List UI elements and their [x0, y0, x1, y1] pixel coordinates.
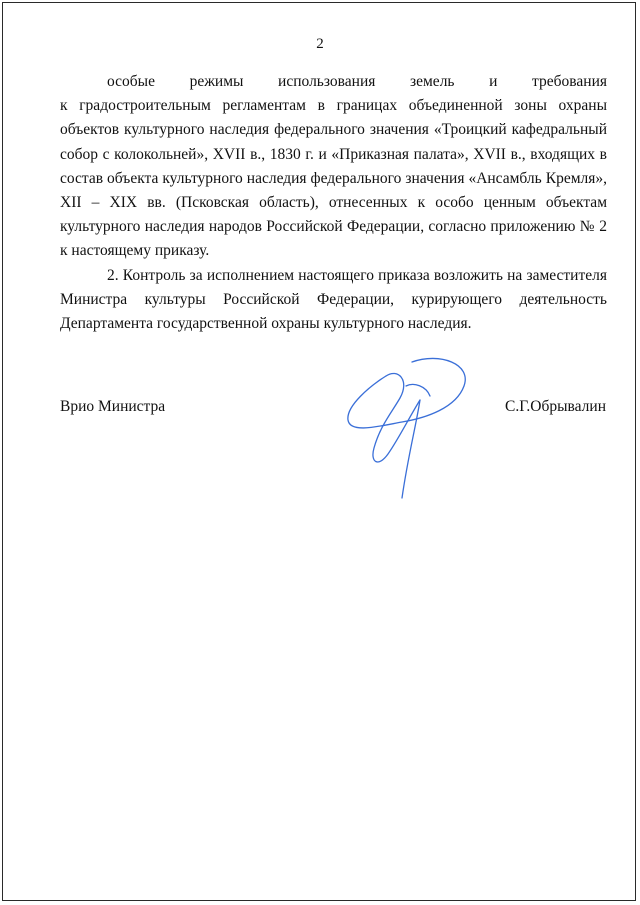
paragraph-2: 2. Контроль за исполнением настоящего приказа возложить на заместителя Министра культуры Российской Федерации, курирующего деятельность Департамента государственной охраны культурного наследия.: [60, 266, 607, 333]
paragraph-1-continuation: к градостроительным регламентам в границах объединенной зоны охраны объектов культурного наследия федерального значения «Троицкий кафедральный собор с колокольней», XVII в., 1830 г. и «Приказная палата», XVII в., входящих в состав объекта культурного наследия федерального значения «Ансамбль Кремля», XII – XIX вв. (Псковская область), отнесенных к особо ценным объектам культурного наследия народов Российской Федерации, согласно приложению № 2 к настоящему приказу.: [60, 97, 607, 260]
paragraph-1-first-line: особые режимы использования земель и требования: [107, 73, 607, 90]
signatory-position: Врио Министра: [60, 398, 166, 415]
document-body: [60, 70, 607, 336]
signatory-name: С.Г.Обрывалин: [505, 398, 606, 415]
handwritten-signature: [340, 356, 480, 506]
page-number: 2: [316, 36, 324, 52]
